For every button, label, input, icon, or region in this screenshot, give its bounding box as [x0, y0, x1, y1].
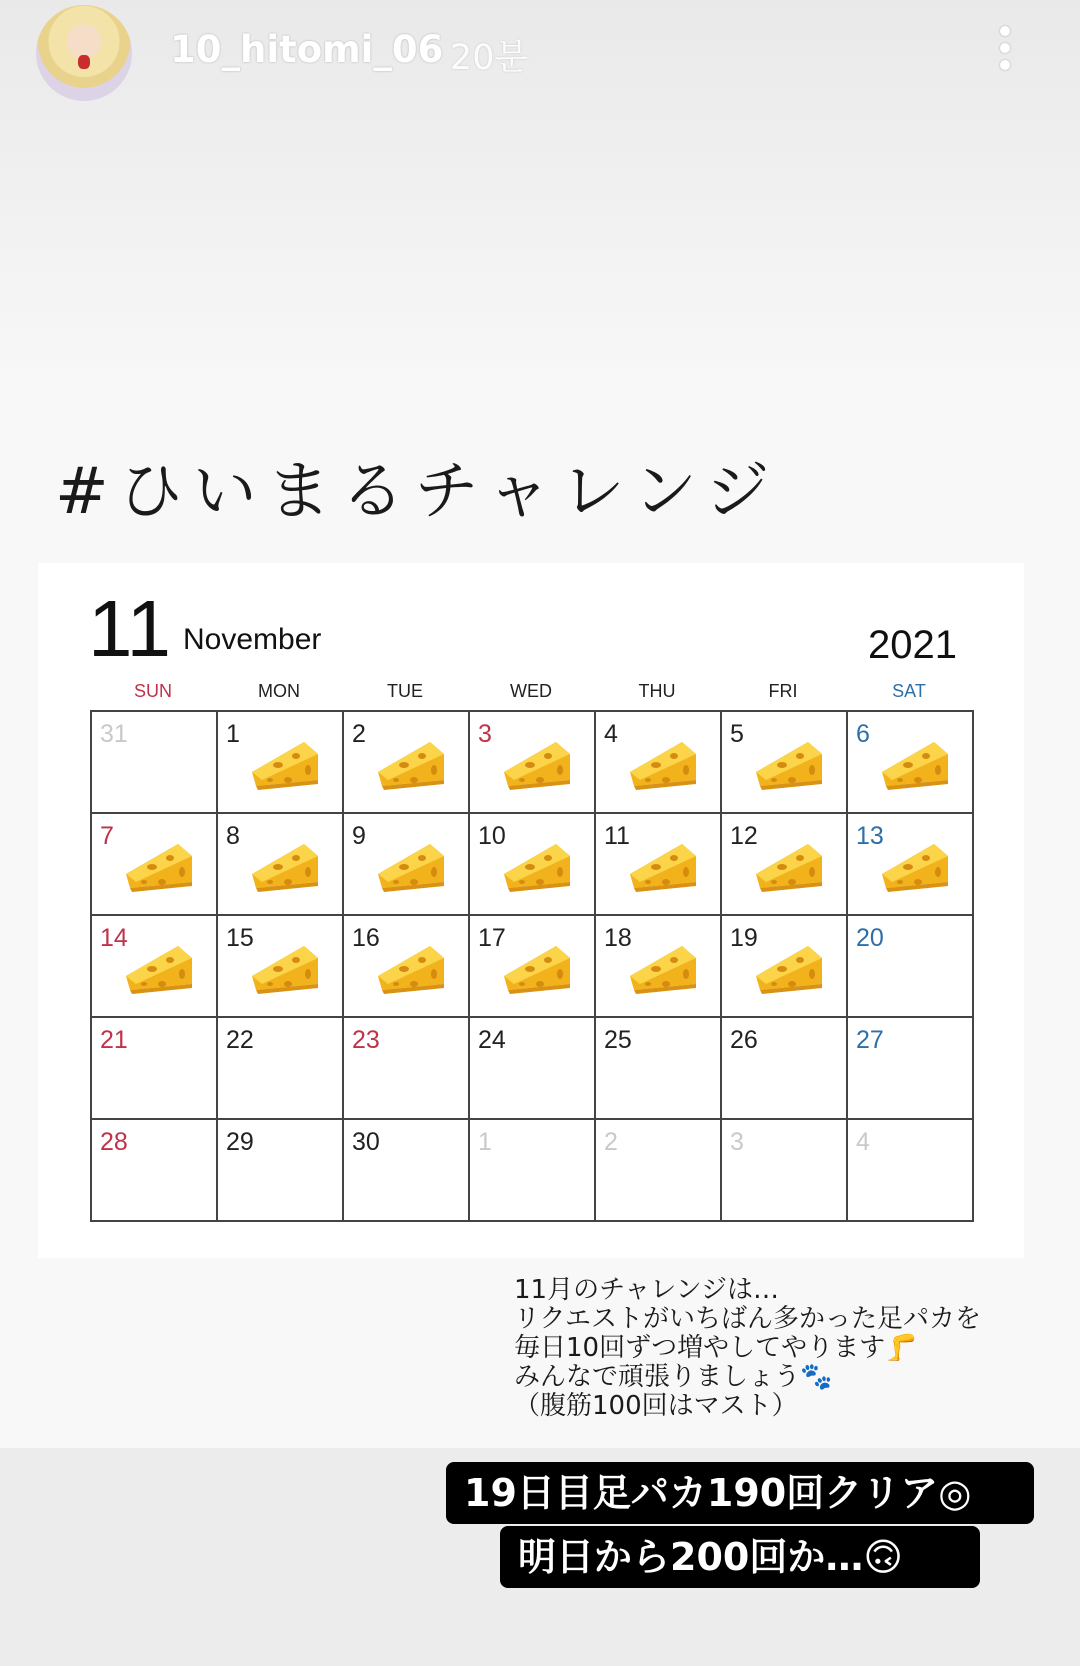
calendar-day [344, 814, 470, 916]
day-number: 31 [100, 720, 128, 748]
day-number: 30 [352, 1128, 380, 1156]
month-number: 11 [88, 584, 172, 673]
day-number: 6 [856, 720, 870, 748]
day-number: 23 [352, 1026, 380, 1054]
cheese-icon [878, 834, 952, 894]
calendar-day [344, 712, 470, 814]
calendar-day [218, 1018, 344, 1120]
cheese-icon [626, 732, 700, 792]
day-number: 20 [856, 924, 884, 952]
day-number: 3 [730, 1128, 744, 1156]
cheese-icon [752, 732, 826, 792]
weekday-sat: SAT [892, 681, 926, 701]
day-number: 10 [478, 822, 506, 850]
calendar-day [722, 814, 848, 916]
day-number: 26 [730, 1026, 758, 1054]
weekday-thu: THU [638, 681, 676, 701]
day-number: 17 [478, 924, 506, 952]
story-header [0, 0, 1080, 110]
calendar-day [344, 1018, 470, 1120]
day-number: 9 [352, 822, 366, 850]
calendar-day [470, 1018, 596, 1120]
calendar-day [344, 1120, 470, 1222]
cheese-icon [878, 732, 952, 792]
calendar-day [596, 1120, 722, 1222]
day-number: 8 [226, 822, 240, 850]
day-number: 19 [730, 924, 758, 952]
day-number: 21 [100, 1026, 128, 1054]
calendar-day [722, 1018, 848, 1120]
calendar-day [848, 712, 974, 814]
calendar-day [92, 1018, 218, 1120]
calendar-day [722, 1120, 848, 1222]
cheese-icon [626, 936, 700, 996]
day-number: 1 [478, 1128, 492, 1156]
calendar-day [848, 1018, 974, 1120]
day-number: 13 [856, 822, 884, 850]
cheese-icon [248, 732, 322, 792]
day-number: 18 [604, 924, 632, 952]
calendar-day [722, 916, 848, 1018]
post-time: 20분 [450, 38, 529, 78]
cheese-icon [122, 834, 196, 894]
cheese-icon [374, 732, 448, 792]
calendar-day [470, 814, 596, 916]
avatar[interactable] [36, 5, 132, 101]
cheese-icon [248, 936, 322, 996]
year: 2021 [868, 623, 957, 667]
day-number: 25 [604, 1026, 632, 1054]
calendar-day [470, 712, 596, 814]
day-number: 7 [100, 822, 114, 850]
weekday-wed: WED [510, 681, 552, 701]
day-number: 16 [352, 924, 380, 952]
calendar-day [218, 1120, 344, 1222]
cheese-icon [500, 732, 574, 792]
weekday-fri: FRI [768, 681, 798, 701]
day-number: 12 [730, 822, 758, 850]
day-number: 3 [478, 720, 492, 748]
cheese-icon [752, 936, 826, 996]
calendar-day [92, 916, 218, 1018]
cheese-icon [374, 936, 448, 996]
cheese-icon [752, 834, 826, 894]
calendar-day [218, 712, 344, 814]
day-number: 24 [478, 1026, 506, 1054]
calendar-day [470, 916, 596, 1018]
cheese-icon [500, 936, 574, 996]
calendar-day [722, 712, 848, 814]
weekday-sun: SUN [133, 681, 172, 701]
story-caption: 11月のチャレンジは… リクエストがいちばん多かった足パカを 毎日10回ずつ増やしてやります🦵 みんなで頑張りましょう🐾 （腹筋100回はマスト） [514, 1275, 981, 1421]
day-number: 4 [856, 1128, 870, 1156]
challenge-title: #ひいまるチャレンジ [55, 455, 780, 529]
calendar-day [218, 916, 344, 1018]
text-sticker-line-2: 明日から200回か…🙃 [500, 1526, 980, 1588]
weekday-mon: MON [258, 681, 300, 701]
avatar-detail [78, 55, 90, 69]
day-number: 29 [226, 1128, 254, 1156]
day-number: 1 [226, 720, 240, 748]
calendar-day [596, 712, 722, 814]
calendar-day [92, 814, 218, 916]
calendar-day [92, 712, 218, 814]
day-number: 2 [604, 1128, 618, 1156]
day-number: 11 [604, 822, 630, 850]
day-number: 14 [100, 924, 128, 952]
calendar-grid [90, 710, 974, 1222]
month-name: November [183, 623, 322, 656]
calendar-day [848, 814, 974, 916]
calendar-day [92, 1120, 218, 1222]
text-sticker-line-1: 19日目足パカ190回クリア◎ [446, 1462, 1034, 1524]
calendar-day [848, 1120, 974, 1222]
day-number: 28 [100, 1128, 128, 1156]
calendar-day [596, 916, 722, 1018]
calendar-day [218, 814, 344, 916]
calendar-day [596, 1018, 722, 1120]
cheese-icon [626, 834, 700, 894]
cheese-icon [248, 834, 322, 894]
calendar [38, 563, 1024, 1258]
cheese-icon [122, 936, 196, 996]
cheese-icon [500, 834, 574, 894]
cheese-icon [374, 834, 448, 894]
calendar-day [470, 1120, 596, 1222]
calendar-day [344, 916, 470, 1018]
day-number: 22 [226, 1026, 254, 1054]
more-options-icon[interactable] [990, 22, 1020, 74]
username[interactable]: 10_hitomi_06 [170, 28, 444, 71]
day-number: 5 [730, 720, 744, 748]
day-number: 2 [352, 720, 366, 748]
day-number: 27 [856, 1026, 884, 1054]
weekday-tue: TUE [387, 681, 423, 701]
day-number: 15 [226, 924, 254, 952]
day-number: 4 [604, 720, 618, 748]
calendar-day [596, 814, 722, 916]
calendar-day [848, 916, 974, 1018]
